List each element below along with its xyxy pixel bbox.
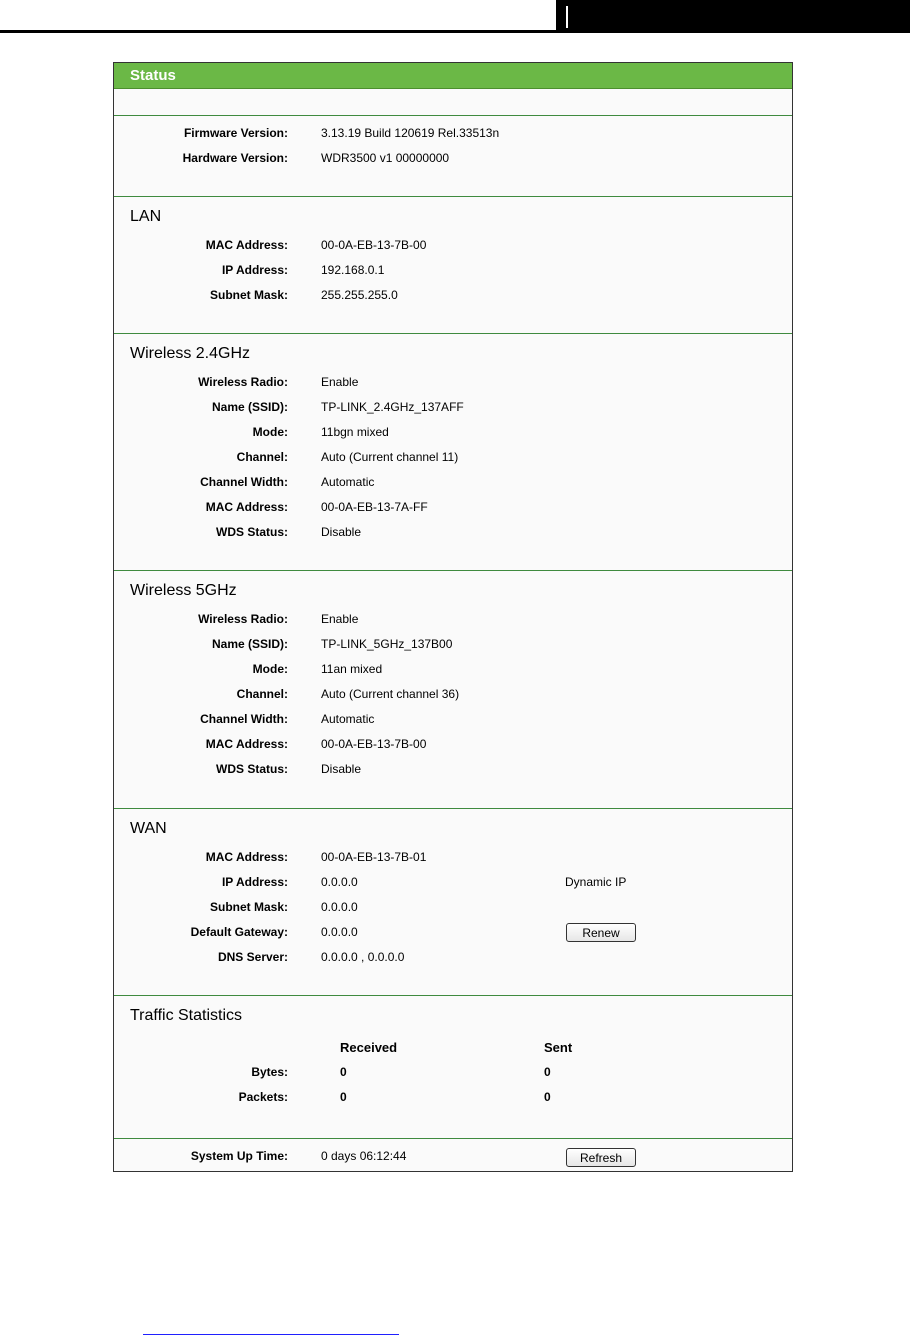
wan-mac-value: 00-0A-EB-13-7B-01 xyxy=(321,850,427,864)
w5-mode-value: 11an mixed xyxy=(321,662,383,676)
w24-wds-label: WDS Status: xyxy=(216,525,288,539)
w5-radio-label: Wireless Radio: xyxy=(198,612,288,626)
hardware-value: WDR3500 v1 00000000 xyxy=(321,151,450,165)
lan-subnet-value: 255.255.255.0 xyxy=(321,288,398,302)
w5-ssid-label: Name (SSID): xyxy=(211,637,288,651)
w5-mac-value: 00-0A-EB-13-7B-00 xyxy=(321,737,427,751)
status-header xyxy=(114,63,792,89)
w24-width-label: Channel Width: xyxy=(200,475,288,489)
lan-subnet-label: Subnet Mask: xyxy=(209,288,288,302)
w5-channel-value: Auto (Current channel 36) xyxy=(321,687,460,701)
bytes-label: Bytes: xyxy=(251,1065,288,1079)
received-header: Received xyxy=(340,1040,398,1055)
hardware-label: Hardware Version: xyxy=(182,151,288,165)
top-bar-separator xyxy=(566,6,568,28)
lan-ip-label: IP Address: xyxy=(221,263,288,277)
wan-connection-type: Dynamic IP xyxy=(565,875,627,889)
divider xyxy=(114,115,792,116)
w24-channel-label: Channel: xyxy=(236,450,288,464)
uptime-value: 0 days 06:12:44 xyxy=(321,1149,407,1163)
wan-subnet-label: Subnet Mask: xyxy=(209,900,288,914)
bytes-received: 0 xyxy=(340,1065,347,1079)
wan-mac-label: MAC Address: xyxy=(205,850,288,864)
w24-radio-value: Enable xyxy=(321,375,359,389)
wan-title: WAN xyxy=(130,820,167,837)
status-panel xyxy=(113,62,793,1172)
renew-button[interactable]: Renew xyxy=(566,923,636,942)
divider xyxy=(114,196,792,197)
w24-mode-label: Mode: xyxy=(252,425,288,439)
refresh-button[interactable]: Refresh xyxy=(566,1148,636,1167)
packets-received: 0 xyxy=(340,1090,347,1104)
lan-ip-value: 192.168.0.1 xyxy=(321,263,385,277)
divider xyxy=(114,570,792,571)
divider xyxy=(114,333,792,334)
wan-gateway-label: Default Gateway: xyxy=(190,925,288,939)
bytes-sent: 0 xyxy=(544,1065,551,1079)
w24-ssid-value: TP-LINK_2.4GHz_137AFF xyxy=(321,400,464,414)
w24-mode-value: 11bgn mixed xyxy=(321,425,389,439)
lan-title: LAN xyxy=(130,208,162,225)
lan-mac-label: MAC Address: xyxy=(205,238,288,252)
w5-wds-label: WDS Status: xyxy=(216,762,288,776)
wan-gateway-value: 0.0.0.0 xyxy=(321,925,358,939)
firmware-value: 3.13.19 Build 120619 Rel.33513n xyxy=(321,126,500,140)
w24-radio-label: Wireless Radio: xyxy=(198,375,288,389)
w24-width-value: Automatic xyxy=(321,475,375,489)
status-title: Status xyxy=(130,67,176,84)
w5-ssid-value: TP-LINK_5GHz_137B00 xyxy=(321,637,453,651)
lan-mac-value: 00-0A-EB-13-7B-00 xyxy=(321,238,427,252)
uptime-label: System Up Time: xyxy=(190,1149,288,1163)
wan-subnet-value: 0.0.0.0 xyxy=(321,900,358,914)
w5-width-label: Channel Width: xyxy=(200,712,288,726)
sent-header: Sent xyxy=(544,1040,573,1055)
w5-mac-label: MAC Address: xyxy=(205,737,288,751)
w24-mac-value: 00-0A-EB-13-7A-FF xyxy=(321,500,428,514)
wireless5-title: Wireless 5GHz xyxy=(130,582,237,599)
w24-mac-label: MAC Address: xyxy=(205,500,288,514)
w5-width-value: Automatic xyxy=(321,712,375,726)
w24-channel-value: Auto (Current channel 11) xyxy=(321,450,459,464)
wan-dns-label: DNS Server: xyxy=(217,950,288,964)
w5-radio-value: Enable xyxy=(321,612,359,626)
w5-wds-value: Disable xyxy=(321,762,362,776)
top-bar xyxy=(556,0,910,33)
w24-wds-value: Disable xyxy=(321,525,362,539)
packets-sent: 0 xyxy=(544,1090,551,1104)
wan-dns-value: 0.0.0.0 , 0.0.0.0 xyxy=(321,950,405,964)
divider xyxy=(114,1138,792,1139)
top-rule xyxy=(0,30,910,33)
wireless24-title: Wireless 2.4GHz xyxy=(130,345,251,362)
packets-label: Packets: xyxy=(238,1090,288,1104)
w5-channel-label: Channel: xyxy=(236,687,288,701)
w5-mode-label: Mode: xyxy=(252,662,288,676)
divider xyxy=(114,808,792,809)
traffic-title: Traffic Statistics xyxy=(130,1007,243,1024)
wan-ip-label: IP Address: xyxy=(221,875,288,889)
footer-link-underline xyxy=(143,1334,399,1335)
w24-ssid-label: Name (SSID): xyxy=(211,400,288,414)
wan-ip-value: 0.0.0.0 xyxy=(321,875,358,889)
firmware-label: Firmware Version: xyxy=(183,126,288,140)
divider xyxy=(114,995,792,996)
